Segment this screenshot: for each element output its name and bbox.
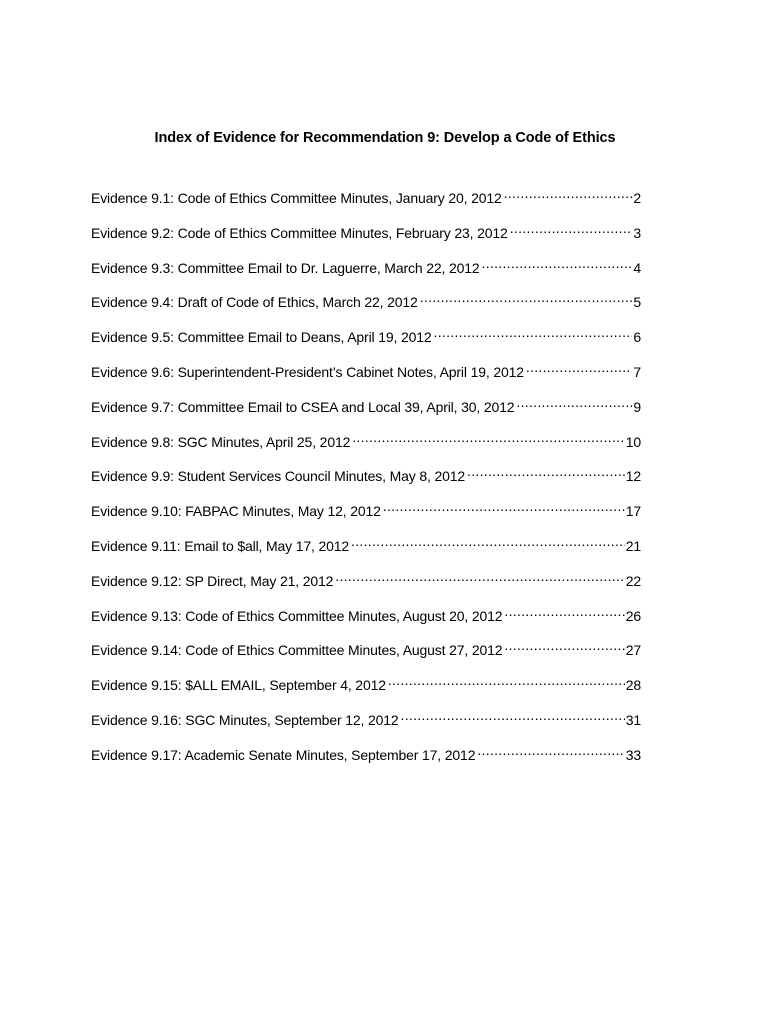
index-entry (91, 427, 641, 462)
entry-title: Evidence 9.7: Committee Email to CSEA and Local 39, April, 30, 2012 (91, 398, 515, 415)
index-entry (91, 601, 641, 636)
dot-leader (467, 461, 625, 481)
index-entry (91, 183, 641, 218)
entry-page-number: 10 (625, 433, 641, 450)
dot-leader (504, 635, 624, 655)
index-entry (91, 566, 641, 601)
entry-page-number: 5 (633, 294, 641, 311)
index-entry (91, 253, 641, 288)
index-entry (91, 740, 641, 775)
entry-page-number: 12 (625, 468, 641, 485)
entry-page-number: 6 (633, 329, 641, 346)
entry-title: Evidence 9.14: Code of Ethics Committee Minutes, August 27, 2012 (91, 642, 503, 659)
entry-title: Evidence 9.2: Code of Ethics Committee Minutes, February 23, 2012 (91, 224, 508, 241)
entry-title: Evidence 9.10: FABPAC Minutes, May 12, 2012 (91, 503, 381, 520)
index-entry (91, 705, 641, 740)
index-entry (91, 287, 641, 322)
index-entry (91, 670, 641, 705)
entry-title: Evidence 9.9: Student Services Council Minutes, May 8, 2012 (91, 468, 466, 485)
index-entry (91, 461, 641, 496)
dot-leader (401, 705, 625, 725)
index-entry (91, 531, 641, 566)
index-entry (91, 392, 641, 427)
evidence-index-list (91, 183, 641, 775)
dot-leader (434, 322, 633, 342)
dot-leader (477, 740, 624, 760)
dot-leader (335, 566, 624, 586)
entry-page-number: 7 (633, 363, 641, 380)
index-entry (91, 322, 641, 357)
entry-title: Evidence 9.13: Code of Ethics Committee Minutes, August 20, 2012 (91, 607, 503, 624)
entry-page-number: 26 (625, 607, 641, 624)
entry-page-number: 27 (625, 642, 641, 659)
dot-leader (383, 496, 625, 516)
index-entry (91, 496, 641, 531)
entry-page-number: 22 (625, 572, 641, 589)
entry-title: Evidence 9.12: SP Direct, May 21, 2012 (91, 572, 334, 589)
entry-title: Evidence 9.5: Committee Email to Deans, April 19, 2012 (91, 329, 432, 346)
index-entry (91, 357, 641, 392)
entry-title: Evidence 9.16: SGC Minutes, September 12, 2012 (91, 711, 399, 728)
index-entry (91, 218, 641, 253)
entry-title: Evidence 9.15: $ALL EMAIL, September 4, 2012 (91, 677, 386, 694)
entry-page-number: 33 (625, 746, 641, 763)
entry-title: Evidence 9.11: Email to $all, May 17, 2012 (91, 537, 350, 554)
entry-title: Evidence 9.8: SGC Minutes, April 25, 2012 (91, 433, 351, 450)
entry-title: Evidence 9.17: Academic Senate Minutes, September 17, 2012 (91, 746, 476, 763)
dot-leader (482, 253, 633, 273)
dot-leader (420, 287, 633, 307)
dot-leader (516, 392, 632, 412)
document-title: Index of Evidence for Recommendation 9: Develop a Code of Ethics (154, 130, 616, 146)
dot-leader (526, 357, 633, 377)
entry-page-number: 4 (633, 259, 641, 276)
entry-page-number: 21 (625, 537, 641, 554)
entry-page-number: 31 (625, 711, 641, 728)
entry-page-number: 3 (633, 224, 641, 241)
entry-title: Evidence 9.3: Committee Email to Dr. Laguerre, March 22, 2012 (91, 259, 480, 276)
entry-title: Evidence 9.4: Draft of Code of Ethics, March 22, 2012 (91, 294, 418, 311)
index-entry (91, 635, 641, 670)
dot-leader (351, 531, 625, 551)
dot-leader (510, 218, 633, 238)
dot-leader (352, 427, 624, 447)
dot-leader (504, 183, 633, 203)
entry-title: Evidence 9.1: Code of Ethics Committee Minutes, January 20, 2012 (91, 190, 502, 206)
entry-page-number: 28 (625, 677, 641, 694)
dot-leader (388, 670, 625, 690)
entry-page-number: 17 (625, 503, 641, 520)
entry-page-number: 2 (633, 190, 641, 206)
entry-title: Evidence 9.6: Superintendent-President’s Cabinet Notes, April 19, 2012 (91, 363, 524, 380)
entry-page-number: 9 (633, 398, 641, 415)
dot-leader (504, 601, 624, 621)
